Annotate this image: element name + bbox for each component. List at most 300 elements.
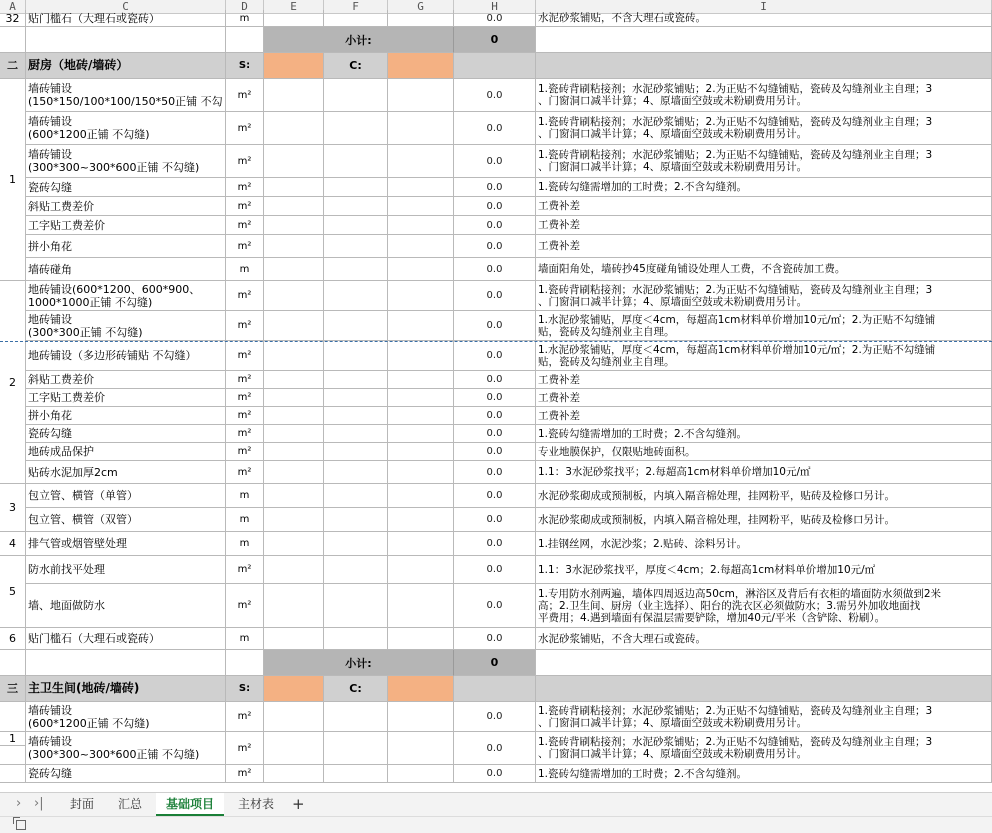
cell-unit[interactable]: m² <box>226 389 264 407</box>
cell-unit[interactable]: m <box>226 532 264 556</box>
section-s-label[interactable]: S: <box>226 676 264 702</box>
cell-seq[interactable]: 6 <box>0 628 26 650</box>
item-name-line: 防水前找平处理 <box>28 563 105 576</box>
cell-e[interactable] <box>264 178 324 197</box>
item-name-line: 地砖铺设(600*1200、600*900、 <box>28 282 201 296</box>
cell-f[interactable] <box>324 484 388 508</box>
description-line: 、门窗洞口减半计算；4、原墙面空鼓或未粉刷费用另计。 <box>538 748 808 760</box>
cell-f[interactable] <box>324 10 388 27</box>
description-line: 工费补差 <box>538 219 580 231</box>
cell-amount[interactable]: 0.0 <box>454 556 536 584</box>
cell-e[interactable] <box>264 341 324 371</box>
cell-item-name[interactable] <box>26 425 226 443</box>
item-name-line: (600*1200正铺 不勾缝) <box>28 716 150 730</box>
cell-amount[interactable]: 0.0 <box>454 216 536 235</box>
cell-item-name[interactable] <box>26 556 226 584</box>
column-header-a[interactable]: A <box>0 0 26 13</box>
last-sheet-icon[interactable]: ›| <box>34 796 44 811</box>
table-row <box>0 235 992 258</box>
cell-e[interactable] <box>264 765 324 783</box>
cell-f[interactable] <box>324 407 388 425</box>
cell-g[interactable] <box>388 371 454 389</box>
cell-item-name[interactable] <box>26 178 226 197</box>
cell-g[interactable] <box>388 10 454 27</box>
cell-f[interactable] <box>324 216 388 235</box>
cell-unit[interactable]: m² <box>226 732 264 765</box>
cell-description[interactable] <box>536 258 992 281</box>
cell-description[interactable] <box>536 371 992 389</box>
cell-e[interactable] <box>264 425 324 443</box>
cell-f[interactable] <box>324 628 388 650</box>
cell-f[interactable] <box>324 508 388 532</box>
cell-amount[interactable]: 0.0 <box>454 628 536 650</box>
cell-f[interactable] <box>324 79 388 112</box>
cell-unit[interactable]: m <box>226 258 264 281</box>
cell-g[interactable] <box>388 112 454 145</box>
sheet-tab-1[interactable]: 封面 <box>70 797 95 811</box>
cell-seq[interactable] <box>0 765 26 783</box>
cell-g[interactable] <box>388 732 454 765</box>
item-name-line: 地砖铺设（多边形砖铺贴 不勾缝） <box>28 349 197 362</box>
cell-amount[interactable]: 0.0 <box>454 765 536 783</box>
cell-e[interactable] <box>264 112 324 145</box>
description-line: 1.水泥砂浆铺贴，厚度＜4cm，每超高1cm材料单价增加10元/㎡；2.为正贴不勾缝铺 <box>538 313 936 326</box>
item-name-line: 工字贴工费差价 <box>28 218 105 232</box>
cell-item-name[interactable] <box>26 197 226 216</box>
cell-g[interactable] <box>388 425 454 443</box>
section-description[interactable] <box>536 53 992 79</box>
cell-description[interactable] <box>536 311 992 341</box>
cell-item-name[interactable] <box>26 341 226 371</box>
cell-g[interactable] <box>388 178 454 197</box>
section-number[interactable]: 二 <box>0 53 26 79</box>
description-line: 1.瓷砖勾缝需增加的工时费；2.不含勾缝剂。 <box>538 767 748 780</box>
cell-e[interactable] <box>264 732 324 765</box>
merged-seq-cell[interactable]: 2 <box>0 281 26 484</box>
cell-amount[interactable]: 0.0 <box>454 311 536 341</box>
cell-item-name[interactable] <box>26 79 226 112</box>
cell-unit[interactable]: m² <box>226 311 264 341</box>
cell-g[interactable] <box>388 311 454 341</box>
cell-f[interactable] <box>324 235 388 258</box>
section-s-label[interactable]: S: <box>226 53 264 79</box>
cell-item-name[interactable] <box>26 484 226 508</box>
cell-f[interactable] <box>324 461 388 484</box>
cell-unit[interactable]: m² <box>226 235 264 258</box>
prev-sheet-icon[interactable]: › <box>16 796 22 811</box>
cell-e[interactable] <box>264 281 324 311</box>
description-line: 1.瓷砖背刷粘接剂；水泥砂浆铺贴；2.为正贴不勾缝铺贴，瓷砖及勾缝剂业主自理；3 <box>538 149 933 161</box>
cell-unit[interactable]: m² <box>226 178 264 197</box>
description-line: 1.瓷砖背刷粘接剂；水泥砂浆铺贴；2.为正贴不勾缝铺贴，瓷砖及勾缝剂业主自理；3 <box>538 704 933 717</box>
merged-seq-cell[interactable]: 3 <box>0 484 26 532</box>
cell-seq[interactable] <box>0 702 26 732</box>
description-line: 水泥砂浆砌成或预制板，内填入隔音棉处理，挂网粉平，贴砖及检修口另计。 <box>538 489 895 502</box>
cell-g[interactable] <box>388 508 454 532</box>
cell-amount[interactable]: 0.0 <box>454 178 536 197</box>
description-line: 、门窗洞口减半计算；4、原墙面空鼓或未粉刷费用另计。 <box>538 128 808 140</box>
column-header-f[interactable]: F <box>324 0 388 13</box>
description-line: 1.瓷砖背刷粘接剂；水泥砂浆铺贴；2.为正贴不勾缝铺贴，瓷砖及勾缝剂业主自理；3 <box>538 83 933 95</box>
cell-g[interactable] <box>388 145 454 178</box>
cell-g[interactable] <box>388 216 454 235</box>
description-line: 贴，瓷砖及勾缝剂业主自理。 <box>538 325 675 338</box>
description-line: 高；2.卫生间、厨房（业主选择）、阳台的洗衣区必须做防水；3.需另外加收地面找 <box>538 599 921 612</box>
description-line: 工费补差 <box>538 240 580 252</box>
cell-f[interactable] <box>324 145 388 178</box>
description-line: 1.瓷砖背刷粘接剂；水泥砂浆铺贴；2.为正贴不勾缝铺贴，瓷砖及勾缝剂业主自理；3 <box>538 736 933 748</box>
cell-g[interactable] <box>388 407 454 425</box>
cell-e[interactable] <box>264 389 324 407</box>
cell-e[interactable] <box>264 461 324 484</box>
cell-description[interactable] <box>536 27 992 53</box>
section-c-label[interactable]: C: <box>324 676 388 702</box>
cell-amount[interactable]: 0.0 <box>454 79 536 112</box>
description-line: 1.瓷砖背刷粘接剂；水泥砂浆铺贴；2.为正贴不勾缝铺贴，瓷砖及勾缝剂业主自理；3 <box>538 116 933 128</box>
cell-item-name[interactable] <box>26 112 226 145</box>
cell-e[interactable] <box>264 371 324 389</box>
cell-amount[interactable]: 0.0 <box>454 10 536 27</box>
cell-g[interactable] <box>388 197 454 216</box>
cell-unit[interactable]: m² <box>226 216 264 235</box>
cell-description[interactable] <box>536 443 992 461</box>
cell-item-name[interactable] <box>26 702 226 732</box>
cell-e[interactable] <box>264 79 324 112</box>
section-row <box>0 676 992 702</box>
cell-unit[interactable] <box>226 27 264 53</box>
cell-description[interactable] <box>536 765 992 783</box>
cell-item-name[interactable] <box>26 281 226 311</box>
cell-f[interactable] <box>324 584 388 628</box>
cell-e[interactable] <box>264 197 324 216</box>
section-description[interactable] <box>536 676 992 702</box>
cell-amount[interactable]: 0.0 <box>454 443 536 461</box>
description-line: 专业地膜保护，仅限贴地砖面积。 <box>538 445 696 458</box>
cell-unit[interactable]: m² <box>226 461 264 484</box>
cell-item-name[interactable] <box>26 461 226 484</box>
cell-f[interactable] <box>324 443 388 461</box>
cell-description[interactable] <box>536 178 992 197</box>
cell-amount[interactable]: 0.0 <box>454 258 536 281</box>
cell-amount[interactable]: 0.0 <box>454 702 536 732</box>
cell-unit[interactable]: m² <box>226 281 264 311</box>
section-s-value[interactable] <box>264 53 324 79</box>
cell-item-name[interactable] <box>26 407 226 425</box>
cell-e[interactable] <box>264 258 324 281</box>
item-name-line: 1000*1000正铺 不勾缝) <box>28 295 153 309</box>
cell-g[interactable] <box>388 556 454 584</box>
cell-f[interactable] <box>324 532 388 556</box>
description-line: 水泥砂浆铺贴，不含大理石或瓷砖。 <box>538 12 706 24</box>
item-name-line: 地砖铺设 <box>28 312 72 326</box>
item-name-line: 地砖成品保护 <box>28 445 94 458</box>
table-row <box>0 216 992 235</box>
cell-item-name[interactable] <box>26 27 226 53</box>
item-name-line: (600*1200正铺 不勾缝) <box>28 128 150 141</box>
cell-f[interactable] <box>324 178 388 197</box>
table-row <box>0 407 992 425</box>
subtotal-value[interactable]: 0 <box>454 27 536 53</box>
section-amount[interactable] <box>454 676 536 702</box>
cell-description[interactable] <box>536 732 992 765</box>
cell-e[interactable] <box>264 407 324 425</box>
table-row <box>0 702 992 732</box>
cell-unit[interactable]: m² <box>226 765 264 783</box>
table-row <box>0 197 992 216</box>
cell-g[interactable] <box>388 584 454 628</box>
cell-g[interactable] <box>388 389 454 407</box>
cell-f[interactable] <box>324 112 388 145</box>
cell-item-name[interactable] <box>26 258 226 281</box>
cell-item-name[interactable] <box>26 532 226 556</box>
cell-unit[interactable]: m <box>226 10 264 27</box>
item-name-line: 工字贴工费差价 <box>28 391 105 404</box>
cell-description[interactable] <box>536 556 992 584</box>
subtotal-value[interactable]: 0 <box>454 650 536 676</box>
cell-f[interactable] <box>324 281 388 311</box>
cell-amount[interactable]: 0.0 <box>454 732 536 765</box>
cell-amount[interactable]: 0.0 <box>454 281 536 311</box>
cell-unit[interactable]: m² <box>226 341 264 371</box>
merged-seq-cell[interactable]: 1 <box>0 79 26 281</box>
item-name-line: 排气管或烟管壁处理 <box>28 537 127 550</box>
cell-f[interactable] <box>324 389 388 407</box>
cell-description[interactable] <box>536 532 992 556</box>
section-s-value[interactable] <box>264 676 324 702</box>
cell-amount[interactable]: 0.0 <box>454 584 536 628</box>
column-header-c[interactable]: C <box>26 0 226 13</box>
table-row <box>0 765 992 783</box>
cell-description[interactable] <box>536 281 992 311</box>
table-row <box>0 732 992 765</box>
cell-amount[interactable]: 0.0 <box>454 235 536 258</box>
table-row <box>0 484 992 508</box>
table-row <box>0 389 992 407</box>
column-header-e[interactable]: E <box>264 0 324 13</box>
item-name-line: 墙砖铺设 <box>28 82 72 95</box>
cell-description[interactable] <box>536 407 992 425</box>
description-line: 工费补差 <box>538 391 580 404</box>
add-sheet-button[interactable]: + <box>292 795 305 813</box>
cell-description[interactable] <box>536 197 992 216</box>
item-name-line: (300*300~300*600正铺 不勾缝) <box>28 161 200 174</box>
cell-item-name[interactable] <box>26 443 226 461</box>
description-line: 水泥砂浆砌成或预制板，内填入隔音棉处理，挂网粉平，贴砖及检修口另计。 <box>538 513 895 526</box>
cell-amount[interactable]: 0.0 <box>454 341 536 371</box>
cell-amount[interactable]: 0.0 <box>454 112 536 145</box>
macro-icon[interactable] <box>16 820 26 830</box>
section-c-value[interactable] <box>388 676 454 702</box>
cell-e[interactable] <box>264 556 324 584</box>
cell-e[interactable] <box>264 484 324 508</box>
cell-description[interactable] <box>536 341 992 371</box>
cell-amount[interactable]: 0.0 <box>454 484 536 508</box>
cell-f[interactable] <box>324 425 388 443</box>
item-name-line: 包立管、横管（单管） <box>28 489 138 502</box>
cell-g[interactable] <box>388 765 454 783</box>
cell-item-name[interactable] <box>26 311 226 341</box>
description-line: 1.1：3水泥砂浆找平，厚度＜4cm；2.每超高1cm材料单价增加10元/㎡ <box>538 563 876 576</box>
cell-f[interactable] <box>324 371 388 389</box>
section-c-label[interactable]: C: <box>324 53 388 79</box>
cell-description[interactable] <box>536 461 992 484</box>
cell-item-name[interactable] <box>26 216 226 235</box>
cell-amount[interactable]: 0.0 <box>454 197 536 216</box>
cell-f[interactable] <box>324 197 388 216</box>
cell-f[interactable] <box>324 258 388 281</box>
cell-unit[interactable]: m² <box>226 702 264 732</box>
table-row <box>0 341 992 371</box>
cell-description[interactable] <box>536 235 992 258</box>
cell-amount[interactable]: 0.0 <box>454 461 536 484</box>
cell-item-name[interactable] <box>26 650 226 676</box>
cell-item-name[interactable] <box>26 508 226 532</box>
cell-g[interactable] <box>388 79 454 112</box>
cell-item-name[interactable] <box>26 628 226 650</box>
cell-item-name[interactable] <box>26 10 226 27</box>
cell-description[interactable] <box>536 216 992 235</box>
table-row <box>0 145 992 178</box>
column-header-d[interactable]: D <box>226 0 264 13</box>
cell-g[interactable] <box>388 258 454 281</box>
cell-description[interactable] <box>536 484 992 508</box>
section-title[interactable]: 主卫生间(地砖/墙砖) <box>26 676 226 702</box>
description-line: 墙面阳角处，墙砖抄45度碰角铺设处理人工费，不含瓷砖加工费。 <box>538 263 846 275</box>
cell-unit[interactable]: m² <box>226 145 264 178</box>
cell-amount[interactable]: 0.0 <box>454 425 536 443</box>
cell-f[interactable] <box>324 702 388 732</box>
subtotal-label[interactable]: 小计: <box>264 27 454 53</box>
cell-e[interactable] <box>264 10 324 27</box>
cell-f[interactable] <box>324 732 388 765</box>
cell-g[interactable] <box>388 702 454 732</box>
table-row <box>0 281 992 311</box>
cell-unit[interactable]: m² <box>226 443 264 461</box>
column-header-g[interactable]: G <box>388 0 454 13</box>
table-row <box>0 10 992 27</box>
section-c-value[interactable] <box>388 53 454 79</box>
cell-description[interactable] <box>536 145 992 178</box>
cell-g[interactable] <box>388 628 454 650</box>
cell-amount[interactable]: 0.0 <box>454 371 536 389</box>
cell-description[interactable] <box>536 508 992 532</box>
cell-e[interactable] <box>264 584 324 628</box>
cell-e[interactable] <box>264 443 324 461</box>
column-header-h[interactable]: H <box>454 0 536 13</box>
cell-unit[interactable]: m² <box>226 197 264 216</box>
section-number[interactable]: 三 <box>0 676 26 702</box>
cell-g[interactable] <box>388 484 454 508</box>
cell-amount[interactable]: 0.0 <box>454 145 536 178</box>
cell-item-name[interactable] <box>26 235 226 258</box>
column-header-i[interactable]: I <box>536 0 992 13</box>
cell-unit[interactable]: m² <box>226 112 264 145</box>
cell-e[interactable] <box>264 145 324 178</box>
item-name-line: 斜贴工费差价 <box>28 199 94 213</box>
description-line: 水泥砂浆铺贴，不含大理石或瓷砖。 <box>538 632 706 645</box>
item-name-line: (300*300正铺 不勾缝) <box>28 325 143 339</box>
subtotal-label[interactable]: 小计: <box>264 650 454 676</box>
table-row <box>0 311 992 341</box>
merged-seq-cell[interactable]: 1 <box>0 732 26 746</box>
cell-e[interactable] <box>264 532 324 556</box>
cell-g[interactable] <box>388 235 454 258</box>
merged-seq-cell[interactable]: 5 <box>0 556 26 628</box>
cell-g[interactable] <box>388 341 454 371</box>
cell-seq[interactable]: 4 <box>0 532 26 556</box>
cell-description[interactable] <box>536 702 992 732</box>
cell-description[interactable] <box>536 389 992 407</box>
section-amount[interactable] <box>454 53 536 79</box>
cell-f[interactable] <box>324 341 388 371</box>
cell-item-name[interactable] <box>26 389 226 407</box>
cell-amount[interactable]: 0.0 <box>454 407 536 425</box>
cell-unit[interactable]: m² <box>226 584 264 628</box>
cell-e[interactable] <box>264 508 324 532</box>
cell-description[interactable] <box>536 584 992 628</box>
cell-description[interactable] <box>536 425 992 443</box>
sheet-tab-2[interactable]: 汇总 <box>118 797 143 811</box>
cell-description[interactable] <box>536 112 992 145</box>
section-title[interactable]: 厨房（地砖/墙砖） <box>26 53 226 79</box>
cell-amount[interactable]: 0.0 <box>454 508 536 532</box>
item-name-line: (150*150/100*100/150*50正铺 不勾 <box>28 95 223 108</box>
cell-unit[interactable]: m <box>226 484 264 508</box>
sheet-tab-4[interactable]: 主材表 <box>238 797 275 811</box>
cell-description[interactable] <box>536 650 992 676</box>
cell-e[interactable] <box>264 311 324 341</box>
cell-g[interactable] <box>388 281 454 311</box>
cell-e[interactable] <box>264 235 324 258</box>
cell-description[interactable] <box>536 628 992 650</box>
cell-unit[interactable] <box>226 650 264 676</box>
cell-unit[interactable]: m² <box>226 425 264 443</box>
cell-description[interactable] <box>536 10 992 27</box>
cell-f[interactable] <box>324 765 388 783</box>
cell-unit[interactable]: m² <box>226 79 264 112</box>
cell-item-name[interactable] <box>26 371 226 389</box>
cell-item-name[interactable] <box>26 765 226 783</box>
cell-g[interactable] <box>388 461 454 484</box>
cell-item-name[interactable] <box>26 584 226 628</box>
cell-g[interactable] <box>388 532 454 556</box>
description-line: 1.瓷砖勾缝需增加的工时费；2.不含勾缝剂。 <box>538 427 748 440</box>
cell-unit[interactable]: m² <box>226 556 264 584</box>
sheet-tab-3[interactable]: 基础项目 <box>156 793 224 816</box>
cell-seq[interactable] <box>0 650 26 676</box>
cell-unit[interactable]: m <box>226 628 264 650</box>
table-row <box>0 425 992 443</box>
cell-amount[interactable]: 0.0 <box>454 532 536 556</box>
cell-item-name[interactable] <box>26 145 226 178</box>
cell-e[interactable] <box>264 702 324 732</box>
cell-unit[interactable]: m <box>226 508 264 532</box>
cell-seq[interactable] <box>0 27 26 53</box>
cell-e[interactable] <box>264 216 324 235</box>
item-name-line: 贴门槛石（大理石或瓷砖） <box>28 632 160 645</box>
cell-g[interactable] <box>388 443 454 461</box>
item-name-line: 瓷砖勾缝 <box>28 767 72 780</box>
cell-description[interactable] <box>536 79 992 112</box>
cell-seq[interactable]: 32 <box>0 10 26 27</box>
cell-f[interactable] <box>324 556 388 584</box>
cell-f[interactable] <box>324 311 388 341</box>
cell-e[interactable] <box>264 628 324 650</box>
cell-amount[interactable]: 0.0 <box>454 389 536 407</box>
cell-unit[interactable]: m² <box>226 371 264 389</box>
cell-item-name[interactable] <box>26 732 226 765</box>
cell-unit[interactable]: m² <box>226 407 264 425</box>
